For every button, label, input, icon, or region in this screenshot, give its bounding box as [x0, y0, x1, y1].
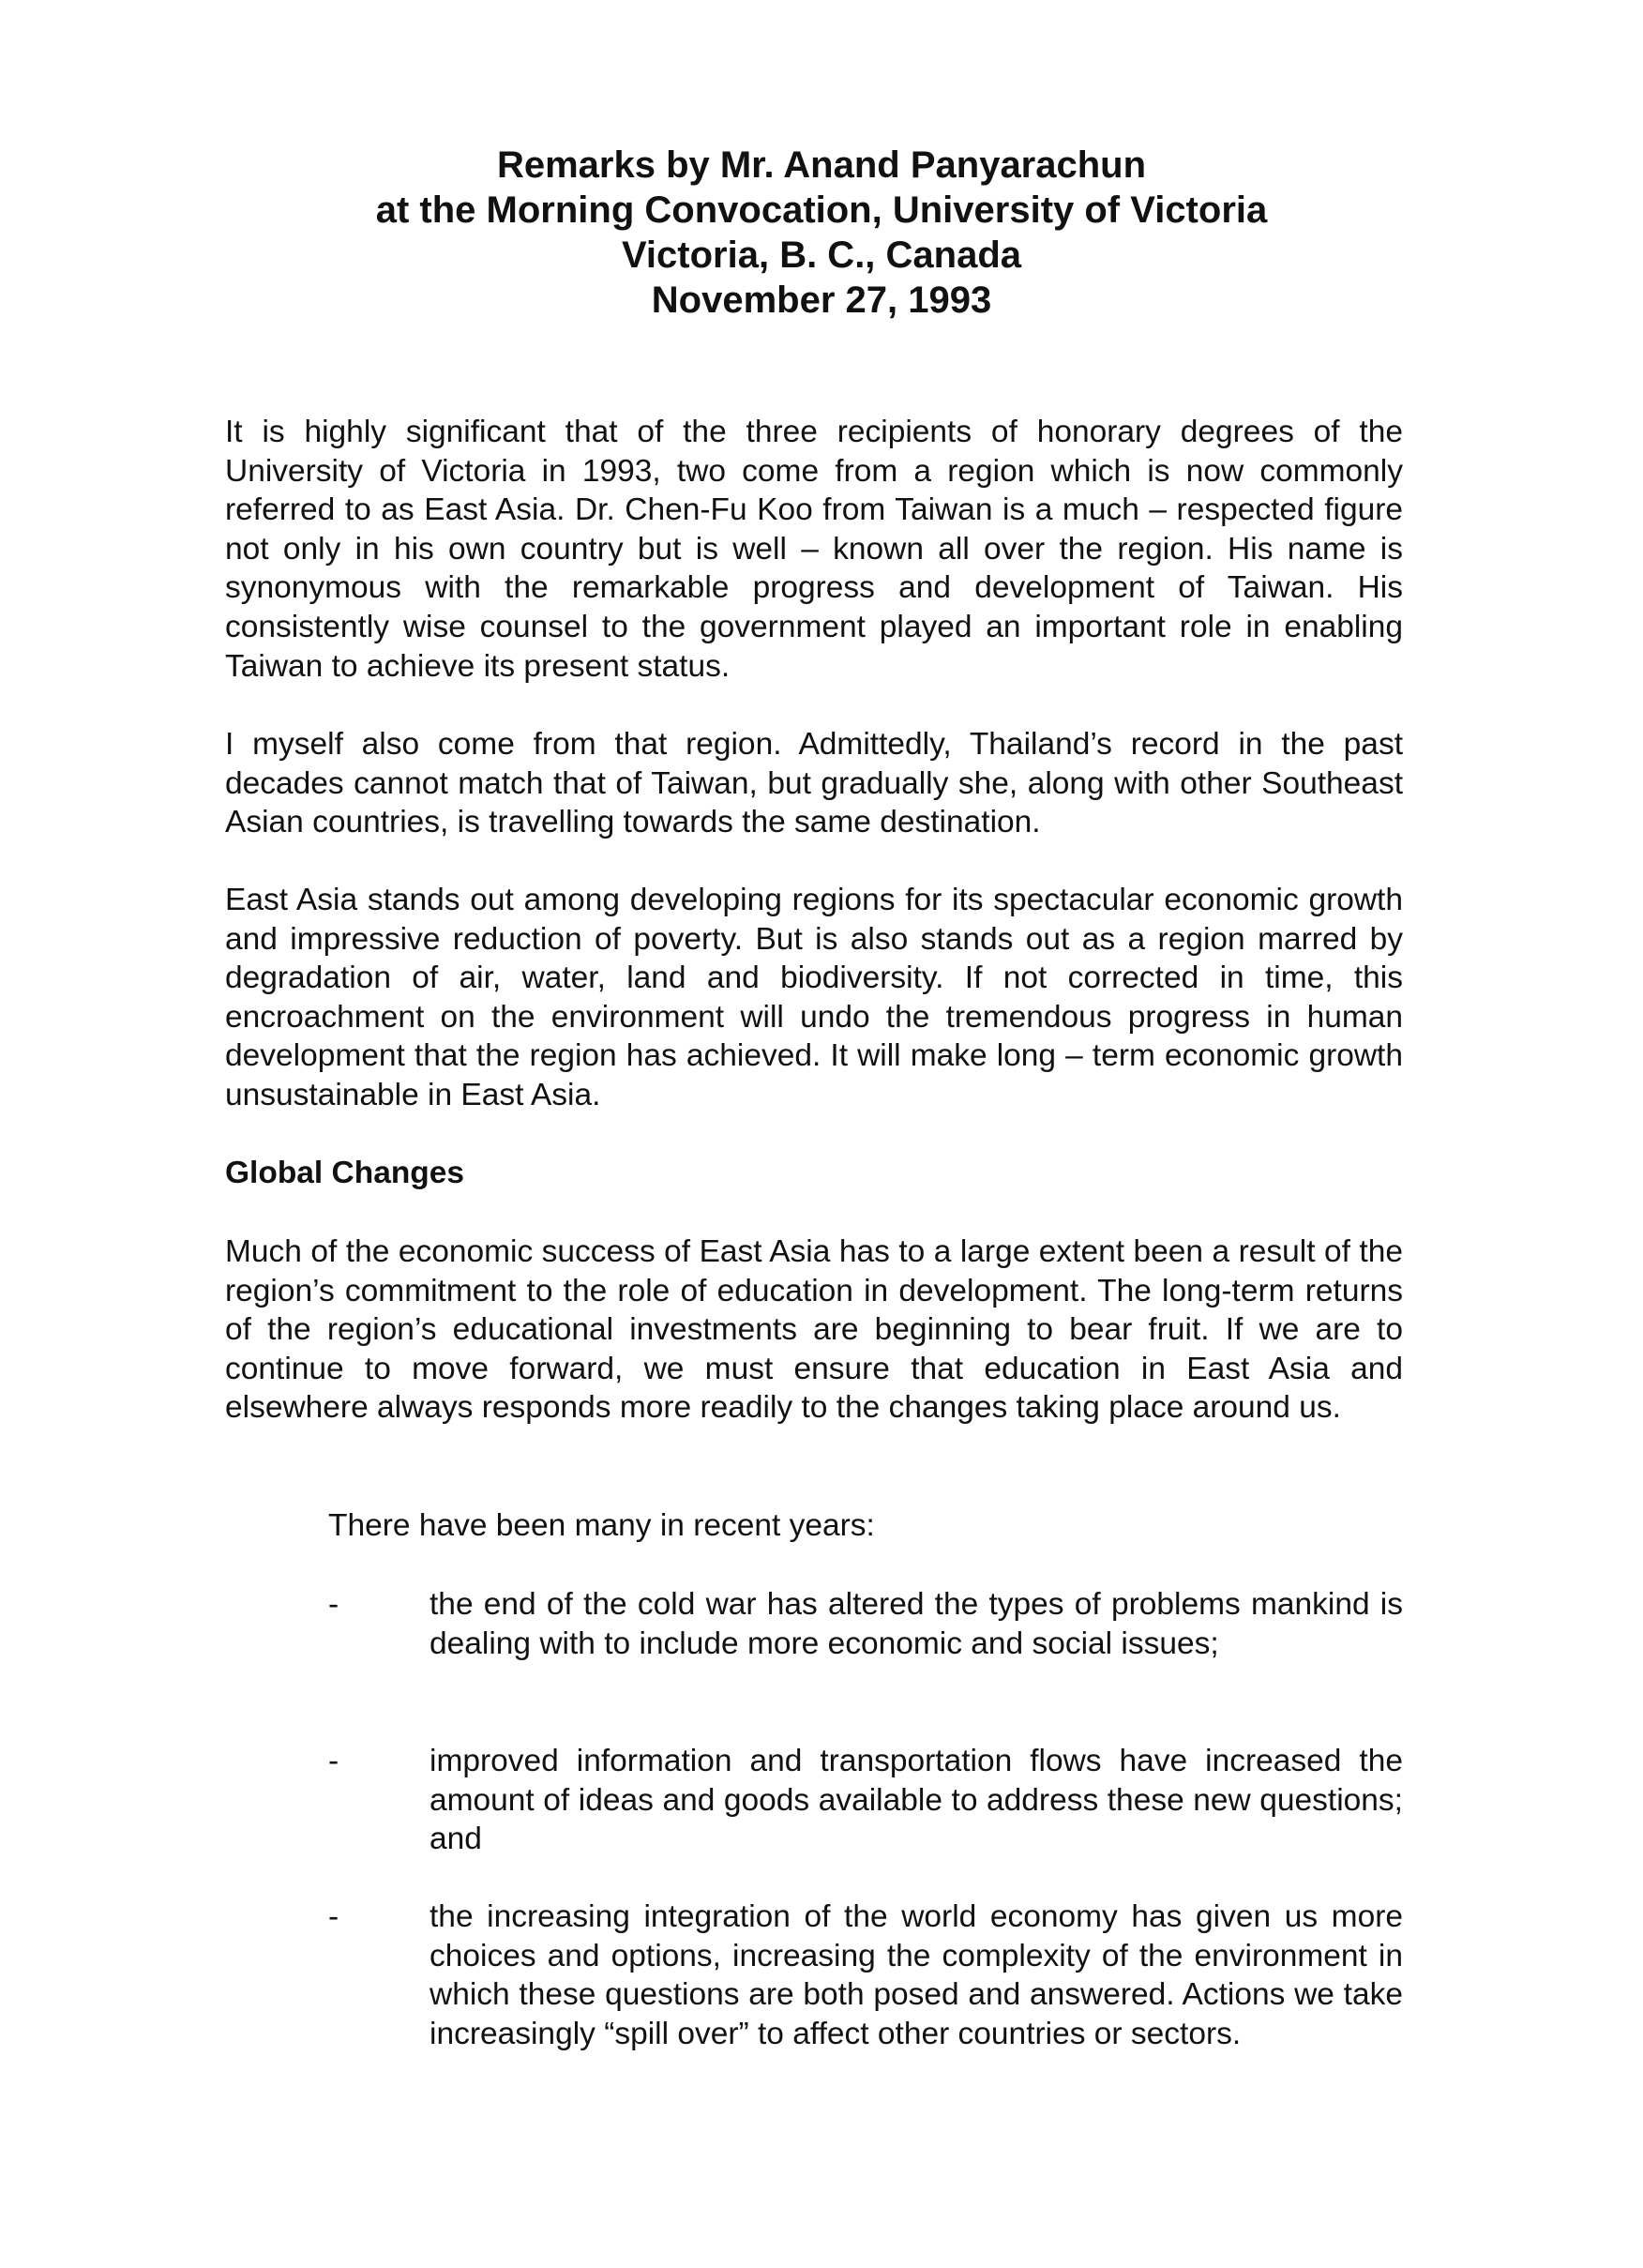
section-heading: Global Changes [225, 1156, 465, 1190]
bullet-dash: - [328, 1899, 339, 1934]
list-intro: There have been many in recent years: [328, 1508, 875, 1543]
title-line-date: November 27, 1993 [651, 280, 992, 321]
list-item-text: improved information and transportation flows have increased the amount of ideas and goods available to address these new questions; and [430, 1744, 1403, 1857]
list-item-text: the end of the cold war has altered the types of problems mankind is dealing with to include more economic and social issues; [430, 1587, 1403, 1661]
paragraph-thailand: I myself also come from that region. Admittedly, Thailand’s record in the past decades cannot match that of Taiwan, but gradually she, along with other Southeast Asian countries, is travelling towards the same destination. [225, 727, 1403, 840]
bullet-dash: - [328, 1587, 339, 1622]
document-title [0, 143, 1643, 323]
paragraph-east-asia-environment: East Asia stands out among developing regions for its spectacular economic growth and impressive reduction of poverty. But is also stands out as a region marred by degradation of air, water, land and biodiversity. If not corrected in time, this encroachment on the environment will undo the tremendous progress in human development that the region has achieved. It will make long – term economic growth unsustainable in East Asia. [225, 883, 1403, 1112]
paragraph-education: Much of the economic success of East Asia has to a large extent been a result of the region’s commitment to the role of education in development. The long-term returns of the region’s educational investments are beginning to bear fruit. If we are to continue to move forward, we must ensure that education in East Asia and elsewhere always responds more readily to the changes taking place around us. [225, 1234, 1403, 1426]
list-item-text: the increasing integration of the world economy has given us more choices and options, increasing the complexity of the environment in which these questions are both posed and answered. Actions we take increasingly “spill over” to affect other countries or sectors. [430, 1899, 1403, 2051]
bullet-dash: - [328, 1744, 339, 1778]
paragraph-honorary-degrees: It is highly significant that of the three recipients of honorary degrees of the University of Victoria in 1993, two come from a region which is now commonly referred to as East Asia. Dr. Chen-Fu Koo from Taiwan is a much – respected figure not only in his own country but is well – known all over the region. His name is synonymous with the remarkable progress and development of Taiwan. His consistently wise counsel to the government played an important role in enabling Taiwan to achieve its present status. [225, 415, 1403, 684]
title-line-speaker: Remarks by Mr. Anand Panyarachun [496, 144, 1147, 186]
title-line-location: Victoria, B. C., Canada [621, 234, 1022, 276]
title-line-event: at the Morning Convocation, University of Victoria [375, 189, 1268, 231]
